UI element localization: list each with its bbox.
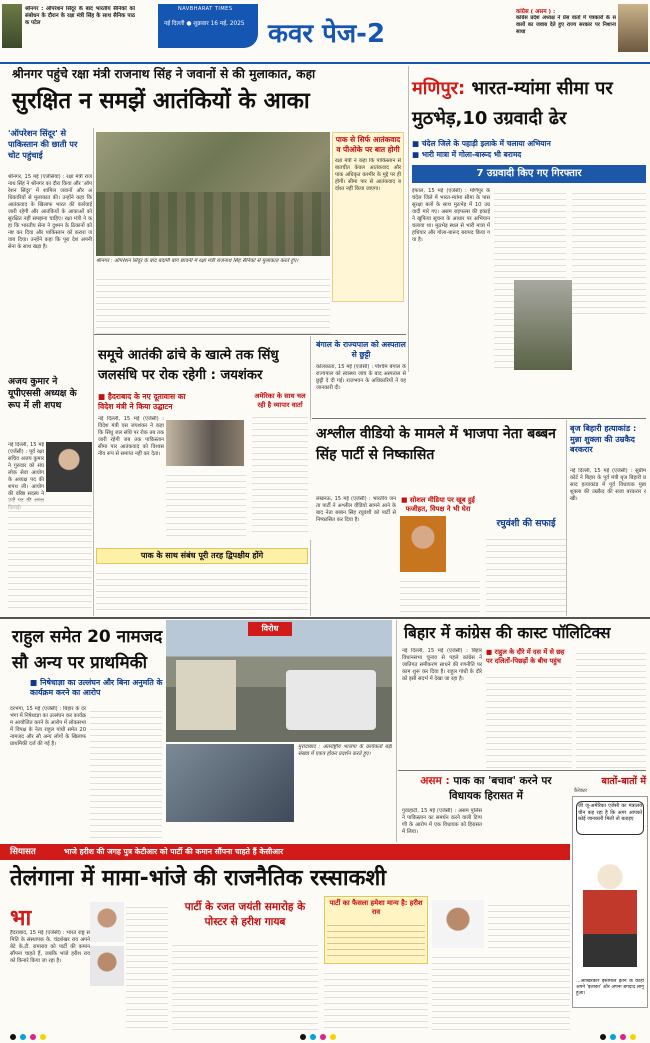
bjp-headline: अश्लील वीडियो के मामले में भाजपा नेता बब्बन सिंह पार्टी से निष्कासित xyxy=(316,426,556,463)
siyasat-body-3 xyxy=(324,968,428,1030)
bihar-body-3 xyxy=(576,648,646,768)
jaishankar-box: पाक के साथ संबंध पूरी तरह द्विपक्षीय होंगे xyxy=(96,548,308,564)
lead-photo xyxy=(96,132,330,256)
siyasat-quote-box xyxy=(324,896,428,964)
masthead xyxy=(0,0,650,58)
rule-virodh xyxy=(396,620,397,842)
masthead-title-block xyxy=(156,4,456,54)
rahul-body: दरभंगा, 15 मई (एजेंसी) : बिहार के दरभंगा में निषेधाज्ञा का उल्लंघन कर कार्यक्रम आयोजित करने के आरोप में लोकसभा में विपक्ष के नेता राहुल गांधी समेत 20 नामजद और सौ अन्य लोगों के खिलाफ प्राथमिकी दर्ज की गई है। xyxy=(10,706,86,747)
bjp-side: रघुवंशी की सफाई xyxy=(496,518,556,529)
rule-row-3 xyxy=(0,617,650,619)
rule-left-col xyxy=(93,128,94,616)
siyasat-label: सियासत xyxy=(10,847,36,857)
cartoon-title: बातों-बातों में xyxy=(601,776,646,787)
bjp-sub: ■ सोशल मीडिया पर खूब हुई फजीहत, विपक्ष ने भी घेरा xyxy=(401,496,475,513)
masthead-right-photo xyxy=(618,4,648,52)
siyasat-body: हैदराबाद, 15 मई (एजेंसी) : भारत राष्ट्र समिति के संस्थापक के. चंद्रशेखर राव अपने बेटे के.टी. रामाराव को पार्टी की कमान सौंपना चाहते हैं, जबकि भांजे हरीश राव को किनारे किया जा रहा है। xyxy=(10,930,90,964)
assam-body: गुवाहाटी, 15 मई (एजेंसी) : असम पुलिस ने पाकिस्तान का समर्थन करने वाली टिप्पणी के आरोप में एक विधायक को हिरासत में लिया। xyxy=(402,808,482,835)
harish-photo xyxy=(90,946,124,986)
manipur-photo xyxy=(514,280,572,370)
cartoon-caption: ...आखिरकार इस्तेमाल इतने के काही अपने 'इलाका' और अपना बगदाद लागू हुआ। xyxy=(576,979,644,996)
bjp-side-body xyxy=(486,534,566,612)
rule-row-1 xyxy=(94,334,406,335)
bihar-body-2 xyxy=(486,672,572,768)
rahul-headline: राहुल समेत 20 नामजद सौ अन्य पर प्राथमिकी xyxy=(12,627,163,673)
rule-assam xyxy=(398,770,646,771)
siyasat-quote: पार्टी का फैसला हमेशा मान्य है: हरीश राव xyxy=(329,899,423,916)
lead-body: श्रीनगर, 15 मई (एजेंसियां) : रक्षा मंत्री राजनाथ सिंह ने श्रीनगर का दौरा किया और 'ऑपरेशन सिंदूर' में शामिल जवानों और अधिकारियों से मुलाकात की। उन्होंने कहा कि आतंकवाद के खिलाफ भारत की कार्रवाई जारी रहेगी और आतंकियों के आकाओं को सुरक्षित नहीं समझना चाहिए। रक्षा मंत्री ने कहा कि भारतीय सेना ने दुश्मन के ठिकानों को नष्ट कर दिया और पाकिस्तान को करारा जवाब दिया। उन्होंने कहा कि पूरा देश अपनी सेना के साथ खड़ा है। xyxy=(8,174,92,250)
rule-brij xyxy=(566,420,567,616)
harish-rao-photo xyxy=(432,900,484,948)
jaishankar-side-body xyxy=(252,412,308,536)
jaishankar-body: नई दिल्ली, 15 मई (एजेंसी) : विदेश मंत्री एस जयशंकर ने कहा कि सिंधु जल संधि पर रोक तब तक जारी रहेगी जब तक पाकिस्तान सीमा पार आतंकवाद को विश्वसनीय रूप से समाप्त नहीं कर देता। xyxy=(98,416,164,457)
siyasat-box: पार्टी के रजत जयंती समारोह के पोस्टर से हरीश गायब xyxy=(184,901,306,928)
lead-kicker: श्रीनगर पहुंचे रक्षा मंत्री राजनाथ सिंह ने जवानों से की मुलाकात, कहा xyxy=(12,67,316,81)
cartoon-panel xyxy=(572,796,648,1008)
ajay-headline: अजय कुमार ने यूपीएससी अध्यक्ष के रूप में ली शपथ xyxy=(8,376,77,411)
virodh-caption: मुरादाबाद : अंतर्राष्ट्रीय भाजपा के कार्यकर्ता बड़ी संख्या में एकत्र होकर प्रदर्शन करते हुए। xyxy=(298,744,392,757)
bihar-sub: ■ राहुल के दौरे में दस में से छह पर दलितों-पिछड़ों के बीच पहुंच xyxy=(486,648,565,665)
lead-sidebar-title: पाक से सिर्फ आतंकवाद व पीओके पर बात होगी xyxy=(335,135,401,154)
page-title: कवर पेज-2 xyxy=(268,19,386,49)
bengal-headline: बंगाल के राज्यपाल को अस्पताल से छुट्टी xyxy=(316,340,406,359)
masthead-rule xyxy=(0,62,650,64)
masthead-left-photo xyxy=(2,4,22,48)
manipur-bullet-1: ■ चंदेल जिले के पहाड़ी इलाके में चलाया अभियान xyxy=(412,139,551,148)
jaishankar-photo xyxy=(166,420,244,466)
siyasat-body-5 xyxy=(488,900,570,948)
jaishankar-sub: ■ हैदराबाद के नए दूतावास का विदेश मंत्री ने किया उद्घाटन xyxy=(98,392,186,411)
rule-mid-2 xyxy=(310,540,311,616)
manipur-body: इंफाल, 15 मई (एजेंसी) : मणिपुर के चंदेल जिले में भारत-म्यांमा सीमा के पास सुरक्षा बलों के साथ मुठभेड़ में 10 उग्रवादी मारे गए। असम राइफल्स की इकाई ने खुफिया सूचना के आधार पर अभियान चलाया था। मुठभेड़ स्थल से भारी मात्रा में हथियार और गोला-बारूद बरामद किया गया है। xyxy=(412,188,490,243)
ajay-photo xyxy=(46,442,92,492)
jaishankar-body-2 xyxy=(166,470,246,540)
siyasat-body-4 xyxy=(432,952,570,1030)
ajay-body-2 xyxy=(8,500,92,612)
virodh-label: विरोध xyxy=(248,622,292,636)
cartoon-figure xyxy=(583,857,637,967)
bjp-photo xyxy=(400,516,446,572)
jaishankar-side: अमेरिका के साथ चल रही है व्यापार वार्ता xyxy=(254,392,306,409)
lead-sub: 'ऑपरेशन सिंदूर' से पाकिस्तान की छाती पर चोट पहुंचाई xyxy=(8,128,78,160)
masthead-left-teaser: श्रीनगर : ऑपरेशन सिंदूर के बाद भारतीय सैनिकों को संबोधन के दौरान के रक्षा मंत्री सिंह के साथ सैनिक पाठक पटेल xyxy=(25,6,135,26)
masthead-date: नई दिल्ली ● शुक्रवार 16 मई, 2025 xyxy=(164,21,245,27)
lead-sidebar-body: रक्षा मंत्री ने कहा कि पाकिस्तान से बातचीत केवल आतंकवाद और पाक अधिकृत कश्मीर के मुद्दे पर ही होगी। सीमा पार से आतंकवाद बर्दाश्त नहीं किया जाएगा। xyxy=(335,158,401,192)
manipur-title: भारत-म्यांमा सीमा पर मुठभेड़,10 उग्रवादी ढेर xyxy=(412,78,613,129)
bihar-body: नई दिल्ली, 15 मई (एजेंसी) : बिहार विधानसभा चुनाव से पहले कांग्रेस ने जातिगत समीकरण साधने की रणनीति पर काम शुरू कर दिया है। राहुल गांधी के दौरे को इसी संदर्भ में देखा जा रहा है। xyxy=(402,648,482,682)
manipur-body-col3 xyxy=(572,188,646,318)
virodh-photo xyxy=(166,620,392,742)
manipur-bullet-2: ■ भारी मात्रा में गोला-बारूद भी बरामद xyxy=(412,150,522,159)
assam-headline xyxy=(404,774,568,804)
brij-headline: बृज बिहारी हत्याकांड : मुन्ना शुक्ला की उम्रकैद बरकरार xyxy=(570,424,637,454)
bihar-headline: बिहार में कांग्रेस की कास्ट पॉलिटिक्स xyxy=(404,624,611,642)
kcr-photo xyxy=(90,902,124,942)
lead-body-2 xyxy=(96,274,330,334)
rule-bjp-top xyxy=(312,418,646,419)
lead-photo-caption: श्रीनगर : ऑपरेशन सिंदूर के बाद बदामी बाग छावनी में रक्षा मंत्री राजनाथ सिंह सैनिकों से मुलाकात करते हुए। xyxy=(96,258,299,264)
bjp-body-2 xyxy=(400,576,480,612)
rahul-sub: ■ निषेधाज्ञा का उल्लंघन और बिना अनुमति के कार्यक्रम करने का आरोप xyxy=(30,678,163,697)
assam-title: पाक का 'बचाव' करने पर विधायक हिरासत में xyxy=(449,775,552,802)
rahul-body-2 xyxy=(90,706,162,838)
ajay-body: नई दिल्ली, 15 मई (एजेंसी) : पूर्व रक्षा सचिव अजय कुमार ने गुरुवार को संघ लोक सेवा आयोग के अध्यक्ष पद की शपथ ली। आयोग की वरिष्ठ सदस्य ने xyxy=(8,442,44,497)
paper-name: NAVBHARAT TIMES xyxy=(178,6,233,12)
virodh-photo-2 xyxy=(166,744,294,822)
siyasat-body-2 xyxy=(126,902,168,1030)
siyasat-strap: भाजे हरीश की जगह पुत्र केटीआर को पार्टी की कमान सौंपना चाहते हैं केसीआर xyxy=(64,847,284,856)
lead-sidebar xyxy=(332,132,404,302)
cartoon-speech: जी जू-अमेरिका एजेंसी का मंत्रालय चीन कह रहा है कि अगर आपको कोई जानकारी मिली तो बताइए xyxy=(576,801,644,835)
assam-prefix: असम : xyxy=(420,775,450,787)
telangana-dropcap: भा xyxy=(10,906,32,931)
manipur-prefix: मणिपुर: xyxy=(412,78,466,99)
bjp-body: लखनऊ, 15 मई (एजेंसी) : भारतीय जनता पार्टी ने अश्लील वीडियो सामने आने के बाद नेता बब्बन सिंह रघुवंशी को पार्टी से निष्कासित कर दिया है। xyxy=(316,496,396,523)
lead-headline: सुरक्षित न समझें आतंकियों के आका xyxy=(12,88,310,114)
masthead-right-teaser: कांग्रेस प्रदेश अध्यक्ष ने प्रेस वार्ता में पत्रकारों के सवालों का जवाब देते हुए राज्य सरकार पर निशाना साधा xyxy=(516,15,616,35)
cartoon-artist: कैरेक्टर xyxy=(574,788,588,794)
jaishankar-box-body xyxy=(96,568,308,612)
rule-mid xyxy=(310,336,311,420)
siyasat-box-body xyxy=(172,940,318,1030)
jaishankar-headline: समूचे आतंकी ढांचे के खात्मे तक सिंधु जलसंधि पर रोक रहेगी : जयशंकर xyxy=(98,348,279,383)
rule-lead-right xyxy=(408,66,409,372)
brij-body: नई दिल्ली, 15 मई (एजेंसी) : सुप्रीम कोर्ट ने बिहार के पूर्व मंत्री बृज बिहारी प्रसाद हत्याकांड में पूर्व विधायक मुन्ना शुक्ला की उम्रकैद की सजा बरकरार रखी। xyxy=(570,468,646,502)
siyasat-headline: तेलंगाना में मामा-भांजे की राजनैतिक रस्साकशी xyxy=(10,866,387,891)
bengal-body: कोलकाता, 15 मई (एजेंसी) : पश्चिम बंगाल के राज्यपाल को स्वास्थ्य जांच के बाद अस्पताल से छुट्टी दे दी गई। राजभवन के अधिकारियों ने यह जानकारी दी। xyxy=(316,364,406,391)
masthead-right-teaser-label: कांग्रेस ( असम ) : xyxy=(516,9,556,15)
manipur-headline xyxy=(412,74,646,134)
manipur-box: 7 उग्रवादी किए गए गिरफ्तार xyxy=(412,165,646,183)
footer-registration xyxy=(0,1032,650,1043)
siyasat-band xyxy=(0,844,570,860)
